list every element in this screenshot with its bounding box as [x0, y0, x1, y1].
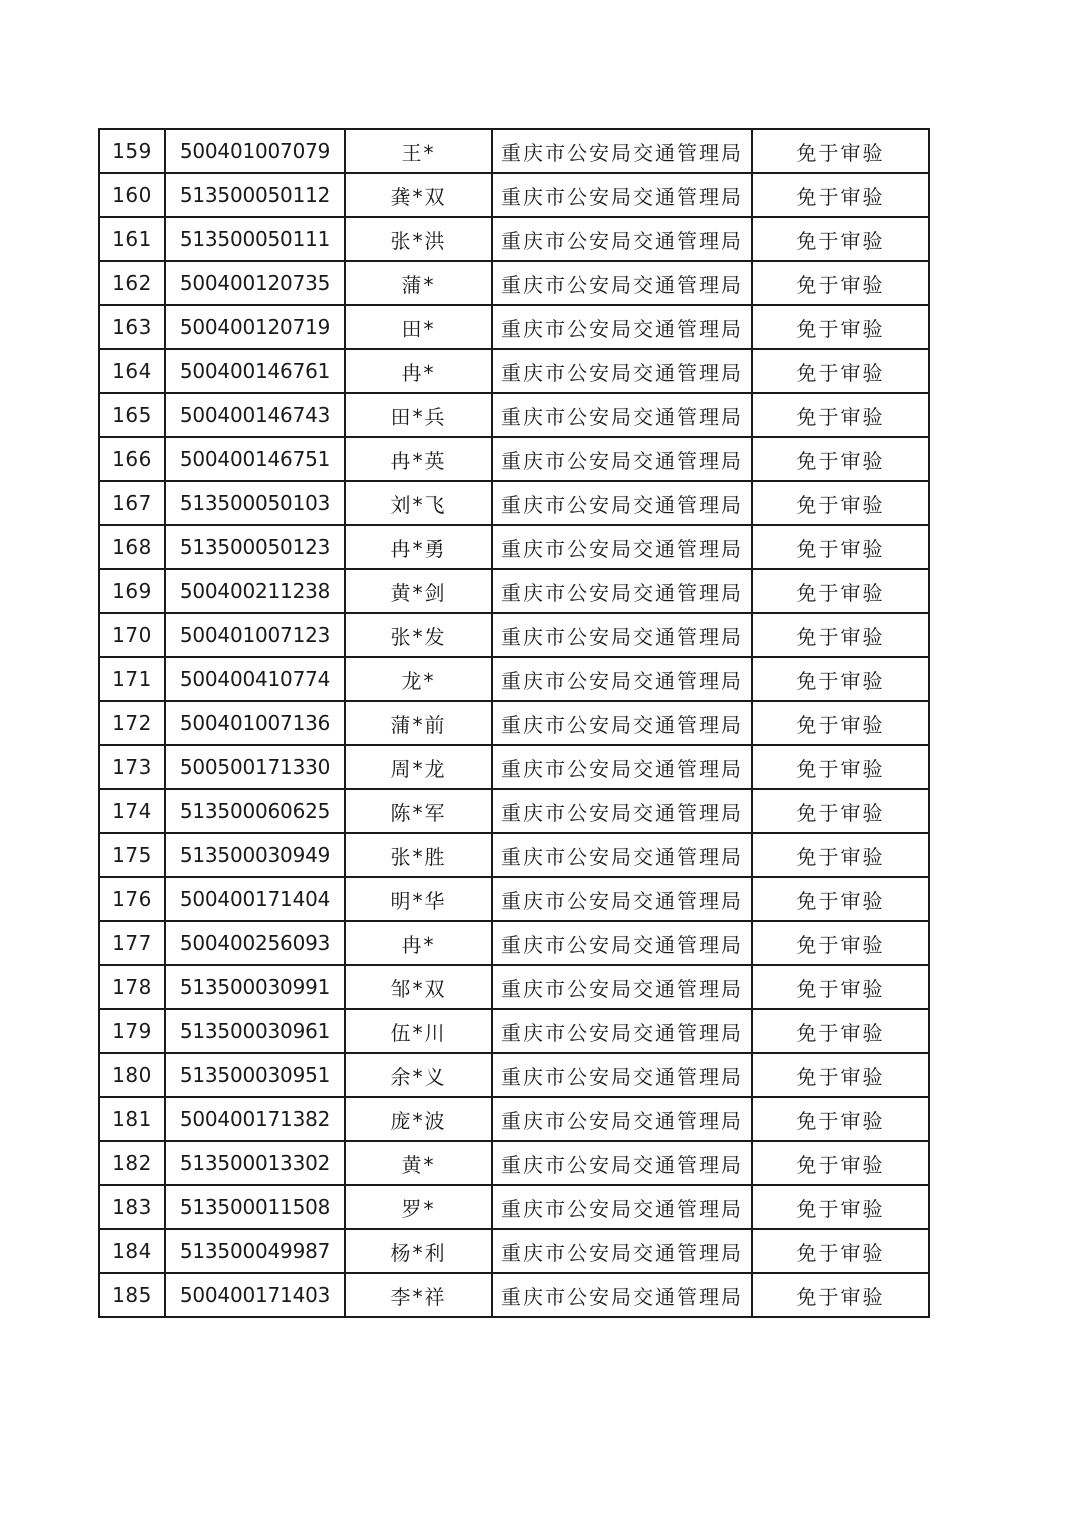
issuing-authority-cell: 重庆市公安局交通管理局	[492, 173, 752, 217]
review-result-cell: 免于审验	[752, 701, 929, 745]
holder-name-cell: 田*兵	[345, 393, 492, 437]
table-row	[99, 745, 929, 789]
license-id-cell: 500401007136	[165, 701, 345, 745]
license-id-cell: 500400120735	[165, 261, 345, 305]
license-id-cell: 513500011508	[165, 1185, 345, 1229]
holder-name-cell: 王*	[345, 129, 492, 173]
review-result-cell: 免于审验	[752, 481, 929, 525]
row-number-cell: 179	[99, 1009, 165, 1053]
license-id-cell: 513500030961	[165, 1009, 345, 1053]
review-result-cell: 免于审验	[752, 1229, 929, 1273]
license-id-cell: 500400211238	[165, 569, 345, 613]
license-id-cell: 500400146751	[165, 437, 345, 481]
issuing-authority-cell: 重庆市公安局交通管理局	[492, 1229, 752, 1273]
issuing-authority-cell: 重庆市公安局交通管理局	[492, 877, 752, 921]
issuing-authority-cell: 重庆市公安局交通管理局	[492, 1097, 752, 1141]
review-result-cell: 免于审验	[752, 305, 929, 349]
row-number-cell: 169	[99, 569, 165, 613]
review-result-cell: 免于审验	[752, 437, 929, 481]
table-row	[99, 525, 929, 569]
review-result-cell: 免于审验	[752, 745, 929, 789]
review-result-cell: 免于审验	[752, 1053, 929, 1097]
table-row	[99, 833, 929, 877]
issuing-authority-cell: 重庆市公安局交通管理局	[492, 921, 752, 965]
review-result-cell: 免于审验	[752, 789, 929, 833]
review-result-cell: 免于审验	[752, 877, 929, 921]
issuing-authority-cell: 重庆市公安局交通管理局	[492, 613, 752, 657]
table-row	[99, 437, 929, 481]
row-number-cell: 168	[99, 525, 165, 569]
review-result-cell: 免于审验	[752, 1097, 929, 1141]
holder-name-cell: 刘*飞	[345, 481, 492, 525]
row-number-cell: 167	[99, 481, 165, 525]
row-number-cell: 180	[99, 1053, 165, 1097]
table-row	[99, 349, 929, 393]
review-result-cell: 免于审验	[752, 129, 929, 173]
license-id-cell: 500400171404	[165, 877, 345, 921]
table-row	[99, 921, 929, 965]
holder-name-cell: 蒲*前	[345, 701, 492, 745]
table-row	[99, 1053, 929, 1097]
review-result-cell: 免于审验	[752, 525, 929, 569]
issuing-authority-cell: 重庆市公安局交通管理局	[492, 1141, 752, 1185]
table-row	[99, 1097, 929, 1141]
license-id-cell: 513500060625	[165, 789, 345, 833]
holder-name-cell: 冉*	[345, 349, 492, 393]
holder-name-cell: 龚*双	[345, 173, 492, 217]
issuing-authority-cell: 重庆市公安局交通管理局	[492, 393, 752, 437]
holder-name-cell: 田*	[345, 305, 492, 349]
holder-name-cell: 张*胜	[345, 833, 492, 877]
review-result-cell: 免于审验	[752, 1185, 929, 1229]
issuing-authority-cell: 重庆市公安局交通管理局	[492, 745, 752, 789]
review-result-cell: 免于审验	[752, 1141, 929, 1185]
license-id-cell: 500400146761	[165, 349, 345, 393]
license-id-cell: 500400171403	[165, 1273, 345, 1317]
row-number-cell: 182	[99, 1141, 165, 1185]
row-number-cell: 176	[99, 877, 165, 921]
license-id-cell: 500400120719	[165, 305, 345, 349]
table-row	[99, 701, 929, 745]
holder-name-cell: 冉*	[345, 921, 492, 965]
table-row	[99, 261, 929, 305]
license-id-cell: 513500049987	[165, 1229, 345, 1273]
table-row	[99, 1185, 929, 1229]
review-result-cell: 免于审验	[752, 349, 929, 393]
review-result-cell: 免于审验	[752, 657, 929, 701]
holder-name-cell: 邹*双	[345, 965, 492, 1009]
table-row	[99, 481, 929, 525]
row-number-cell: 183	[99, 1185, 165, 1229]
license-id-cell: 513500030991	[165, 965, 345, 1009]
row-number-cell: 160	[99, 173, 165, 217]
row-number-cell: 172	[99, 701, 165, 745]
holder-name-cell: 罗*	[345, 1185, 492, 1229]
holder-name-cell: 张*发	[345, 613, 492, 657]
row-number-cell: 177	[99, 921, 165, 965]
issuing-authority-cell: 重庆市公安局交通管理局	[492, 1009, 752, 1053]
review-result-cell: 免于审验	[752, 613, 929, 657]
issuing-authority-cell: 重庆市公安局交通管理局	[492, 305, 752, 349]
license-id-cell: 513500050103	[165, 481, 345, 525]
issuing-authority-cell: 重庆市公安局交通管理局	[492, 1053, 752, 1097]
table-row	[99, 1273, 929, 1317]
row-number-cell: 164	[99, 349, 165, 393]
license-id-cell: 500400146743	[165, 393, 345, 437]
table-row	[99, 1141, 929, 1185]
review-result-cell: 免于审验	[752, 921, 929, 965]
license-id-cell: 500500171330	[165, 745, 345, 789]
issuing-authority-cell: 重庆市公安局交通管理局	[492, 657, 752, 701]
table-row	[99, 569, 929, 613]
table-row	[99, 217, 929, 261]
record-table	[98, 128, 930, 1318]
issuing-authority-cell: 重庆市公安局交通管理局	[492, 701, 752, 745]
table-row	[99, 1229, 929, 1273]
issuing-authority-cell: 重庆市公安局交通管理局	[492, 349, 752, 393]
row-number-cell: 159	[99, 129, 165, 173]
table-row	[99, 393, 929, 437]
review-result-cell: 免于审验	[752, 393, 929, 437]
table-row	[99, 877, 929, 921]
issuing-authority-cell: 重庆市公安局交通管理局	[492, 261, 752, 305]
holder-name-cell: 杨*利	[345, 1229, 492, 1273]
row-number-cell: 185	[99, 1273, 165, 1317]
row-number-cell: 170	[99, 613, 165, 657]
row-number-cell: 178	[99, 965, 165, 1009]
holder-name-cell: 庞*波	[345, 1097, 492, 1141]
review-result-cell: 免于审验	[752, 833, 929, 877]
table-row	[99, 613, 929, 657]
review-result-cell: 免于审验	[752, 1273, 929, 1317]
row-number-cell: 173	[99, 745, 165, 789]
issuing-authority-cell: 重庆市公安局交通管理局	[492, 965, 752, 1009]
row-number-cell: 166	[99, 437, 165, 481]
holder-name-cell: 冉*英	[345, 437, 492, 481]
holder-name-cell: 黄*	[345, 1141, 492, 1185]
review-result-cell: 免于审验	[752, 569, 929, 613]
license-id-cell: 500400171382	[165, 1097, 345, 1141]
review-result-cell: 免于审验	[752, 217, 929, 261]
table-row	[99, 789, 929, 833]
row-number-cell: 175	[99, 833, 165, 877]
table-row	[99, 129, 929, 173]
issuing-authority-cell: 重庆市公安局交通管理局	[492, 217, 752, 261]
license-id-cell: 513500050111	[165, 217, 345, 261]
table-row	[99, 1009, 929, 1053]
license-id-cell: 513500030949	[165, 833, 345, 877]
issuing-authority-cell: 重庆市公安局交通管理局	[492, 789, 752, 833]
holder-name-cell: 蒲*	[345, 261, 492, 305]
license-id-cell: 513500030951	[165, 1053, 345, 1097]
holder-name-cell: 余*义	[345, 1053, 492, 1097]
row-number-cell: 174	[99, 789, 165, 833]
holder-name-cell: 黄*剑	[345, 569, 492, 613]
row-number-cell: 171	[99, 657, 165, 701]
license-id-cell: 500400256093	[165, 921, 345, 965]
issuing-authority-cell: 重庆市公安局交通管理局	[492, 569, 752, 613]
holder-name-cell: 周*龙	[345, 745, 492, 789]
review-result-cell: 免于审验	[752, 1009, 929, 1053]
issuing-authority-cell: 重庆市公安局交通管理局	[492, 525, 752, 569]
table-row	[99, 305, 929, 349]
holder-name-cell: 陈*军	[345, 789, 492, 833]
row-number-cell: 161	[99, 217, 165, 261]
review-result-cell: 免于审验	[752, 261, 929, 305]
record-table-body	[99, 129, 929, 1317]
table-row	[99, 657, 929, 701]
issuing-authority-cell: 重庆市公安局交通管理局	[492, 1273, 752, 1317]
license-id-cell: 513500050112	[165, 173, 345, 217]
holder-name-cell: 龙*	[345, 657, 492, 701]
row-number-cell: 184	[99, 1229, 165, 1273]
license-id-cell: 513500050123	[165, 525, 345, 569]
holder-name-cell: 李*祥	[345, 1273, 492, 1317]
review-result-cell: 免于审验	[752, 965, 929, 1009]
row-number-cell: 163	[99, 305, 165, 349]
license-id-cell: 513500013302	[165, 1141, 345, 1185]
table-row	[99, 965, 929, 1009]
license-id-cell: 500401007123	[165, 613, 345, 657]
table-row	[99, 173, 929, 217]
license-id-cell: 500401007079	[165, 129, 345, 173]
holder-name-cell: 冉*勇	[345, 525, 492, 569]
row-number-cell: 165	[99, 393, 165, 437]
holder-name-cell: 伍*川	[345, 1009, 492, 1053]
row-number-cell: 162	[99, 261, 165, 305]
row-number-cell: 181	[99, 1097, 165, 1141]
issuing-authority-cell: 重庆市公安局交通管理局	[492, 481, 752, 525]
issuing-authority-cell: 重庆市公安局交通管理局	[492, 437, 752, 481]
holder-name-cell: 张*洪	[345, 217, 492, 261]
issuing-authority-cell: 重庆市公安局交通管理局	[492, 833, 752, 877]
review-result-cell: 免于审验	[752, 173, 929, 217]
issuing-authority-cell: 重庆市公安局交通管理局	[492, 1185, 752, 1229]
issuing-authority-cell: 重庆市公安局交通管理局	[492, 129, 752, 173]
license-id-cell: 500400410774	[165, 657, 345, 701]
holder-name-cell: 明*华	[345, 877, 492, 921]
